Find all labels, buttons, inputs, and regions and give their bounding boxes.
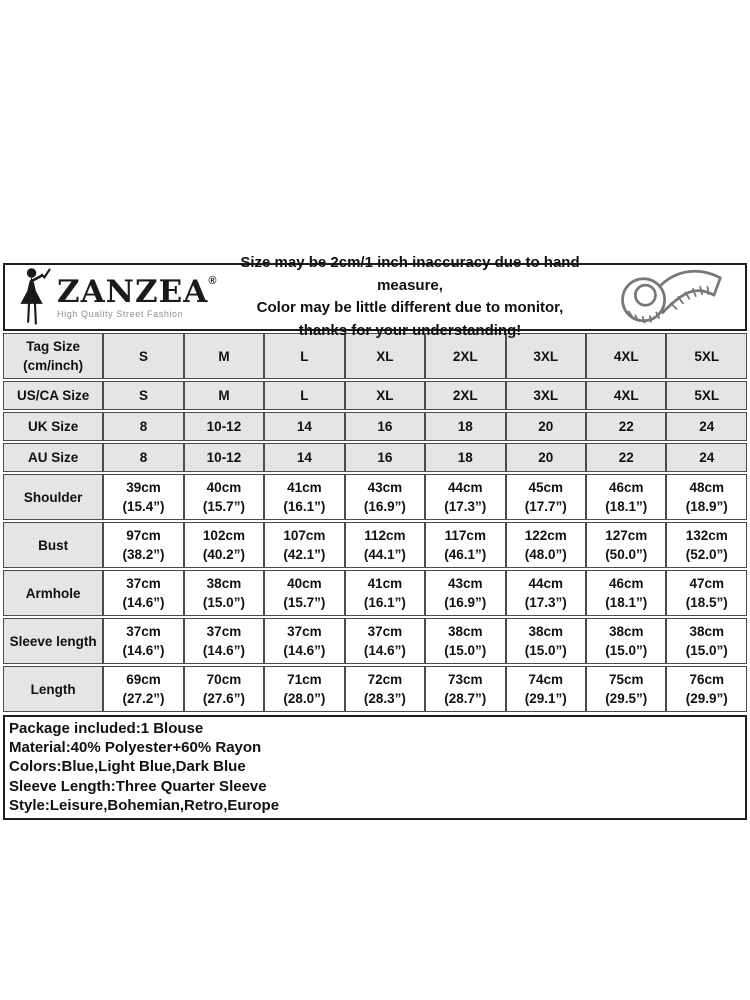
armhole-cell-XL: 41cm (16.1”) xyxy=(345,570,425,616)
product-info xyxy=(3,715,747,820)
length-cell-XL: 72cm (28.3”) xyxy=(345,666,425,712)
length-cell-3XL: 74cm (29.1”) xyxy=(506,666,586,712)
tag-size-cell-2XL: 2XL xyxy=(425,333,505,379)
length-cell-2XL: 73cm (28.7”) xyxy=(425,666,505,712)
note-line-3: thanks for your understanding! xyxy=(298,321,522,339)
usca-size-cell-4XL: 4XL xyxy=(586,381,666,410)
shoulder-cell-2XL: 44cm (17.3”) xyxy=(425,474,505,520)
product-info-line-5: Style:Leisure,Bohemian,Retro,Europe xyxy=(9,796,280,814)
size-chart-table xyxy=(3,331,747,714)
length-cell-M: 70cm (27.6”) xyxy=(184,666,264,712)
shoulder-cell-5XL: 48cm (18.9”) xyxy=(666,474,747,520)
usca-size-cell-2XL: 2XL xyxy=(425,381,505,410)
shoulder-cell-XL: 43cm (16.9”) xyxy=(345,474,425,520)
sleeve-length-cell-M: 37cm (14.6”) xyxy=(184,618,264,664)
note-line-1: Size may be 2cm/1 inch inaccuracy due to hand measure, xyxy=(240,254,580,294)
length-cell-5XL: 76cm (29.9”) xyxy=(666,666,747,712)
au-size-cell-XL: 16 xyxy=(345,443,425,472)
shoulder-cell-S: 39cm (15.4”) xyxy=(103,474,183,520)
usca-size-cell-XL: XL xyxy=(345,381,425,410)
brand-tagline: High Quality Street Fashion xyxy=(57,308,184,319)
sleeve-length-cell-4XL: 38cm (15.0”) xyxy=(586,618,666,664)
registered-mark: ® xyxy=(208,274,218,287)
brand-text xyxy=(57,273,218,319)
product-info-line-1: Package included:1 Blouse xyxy=(9,720,204,737)
usca-size-cell-3XL: 3XL xyxy=(506,381,586,410)
uk-size-cell-L: 14 xyxy=(264,412,344,441)
length-cell-4XL: 75cm (29.5”) xyxy=(586,666,666,712)
bust-cell-4XL: 127cm (50.0”) xyxy=(586,522,666,568)
table-row-shoulder xyxy=(3,474,747,520)
note-line-2: Color may be little different due to monitor, xyxy=(256,299,564,316)
au-size-cell-M: 10-12 xyxy=(184,443,264,472)
au-size-cell-4XL: 22 xyxy=(586,443,666,472)
table-row-armhole xyxy=(3,570,747,616)
tag-size-cell-M: M xyxy=(184,333,264,379)
tag-size-cell-3XL: 3XL xyxy=(506,333,586,379)
au-size-cell-L: 14 xyxy=(264,443,344,472)
size-chart-content xyxy=(3,254,747,820)
tag-size-cell-S: S xyxy=(103,333,183,379)
table-row-uk-size xyxy=(3,412,747,441)
usca-size-cell-L: L xyxy=(264,381,344,410)
armhole-cell-S: 37cm (14.6”) xyxy=(103,570,183,616)
uk-size-cell-M: 10-12 xyxy=(184,412,264,441)
tag-size-cell-4XL: 4XL xyxy=(586,333,666,379)
bust-cell-M: 102cm (40.2”) xyxy=(184,522,264,568)
sleeve-length-cell-5XL: 38cm (15.0”) xyxy=(666,618,747,664)
table-row-usca-size xyxy=(3,381,747,410)
row-label-uk-size: UK Size xyxy=(3,412,103,441)
table-row-length xyxy=(3,666,747,712)
sleeve-length-cell-XL: 37cm (14.6”) xyxy=(345,618,425,664)
length-cell-L: 71cm (28.0”) xyxy=(264,666,344,712)
row-label-tag-size: Tag Size (cm/inch) xyxy=(3,333,103,379)
tag-size-cell-5XL: 5XL xyxy=(666,333,747,379)
product-info-line-4: Sleeve Length:Three Quarter Sleeve xyxy=(9,777,267,795)
uk-size-cell-5XL: 24 xyxy=(666,412,747,441)
armhole-cell-M: 38cm (15.0”) xyxy=(184,570,264,616)
armhole-cell-4XL: 46cm (18.1”) xyxy=(586,570,666,616)
usca-size-cell-M: M xyxy=(184,381,264,410)
au-size-cell-3XL: 20 xyxy=(506,443,586,472)
au-size-cell-S: 8 xyxy=(103,443,183,472)
shoulder-cell-M: 40cm (15.7”) xyxy=(184,474,264,520)
row-label-shoulder: Shoulder xyxy=(3,474,103,520)
header xyxy=(3,254,747,339)
woman-figure-icon xyxy=(15,267,55,327)
uk-size-cell-3XL: 20 xyxy=(506,412,586,441)
usca-size-cell-S: S xyxy=(103,381,183,410)
tape-measure-icon xyxy=(607,265,735,329)
bust-cell-XL: 112cm (44.1”) xyxy=(345,522,425,568)
uk-size-cell-S: 8 xyxy=(103,412,183,441)
row-label-au-size: AU Size xyxy=(3,443,103,472)
row-label-usca-size: US/CA Size xyxy=(3,381,103,410)
brand-name: ZANZEA® xyxy=(57,273,218,310)
tag-size-cell-XL: XL xyxy=(345,333,425,379)
au-size-cell-2XL: 18 xyxy=(425,443,505,472)
armhole-cell-3XL: 44cm (17.3”) xyxy=(506,570,586,616)
bust-cell-S: 97cm (38.2”) xyxy=(103,522,183,568)
measure-note xyxy=(213,252,607,342)
sleeve-length-cell-L: 37cm (14.6”) xyxy=(264,618,344,664)
armhole-cell-5XL: 47cm (18.5”) xyxy=(666,570,747,616)
sleeve-length-cell-2XL: 38cm (15.0”) xyxy=(425,618,505,664)
table-row-au-size xyxy=(3,443,747,472)
bust-cell-2XL: 117cm (46.1”) xyxy=(425,522,505,568)
shoulder-cell-4XL: 46cm (18.1”) xyxy=(586,474,666,520)
row-label-bust: Bust xyxy=(3,522,103,568)
length-cell-S: 69cm (27.2”) xyxy=(103,666,183,712)
sleeve-length-cell-S: 37cm (14.6”) xyxy=(103,618,183,664)
row-label-sleeve-length: Sleeve length xyxy=(3,618,103,664)
brand-logo xyxy=(5,267,218,327)
bust-cell-L: 107cm (42.1”) xyxy=(264,522,344,568)
bust-cell-3XL: 122cm (48.0”) xyxy=(506,522,586,568)
product-info-line-2: Material:40% Polyester+60% Rayon xyxy=(9,739,262,757)
usca-size-cell-5XL: 5XL xyxy=(666,381,747,410)
armhole-cell-2XL: 43cm (16.9”) xyxy=(425,570,505,616)
row-label-length: Length xyxy=(3,666,103,712)
uk-size-cell-4XL: 22 xyxy=(586,412,666,441)
row-label-armhole: Armhole xyxy=(3,570,103,616)
bust-cell-5XL: 132cm (52.0”) xyxy=(666,522,747,568)
shoulder-cell-L: 41cm (16.1”) xyxy=(264,474,344,520)
shoulder-cell-3XL: 45cm (17.7”) xyxy=(506,474,586,520)
armhole-cell-L: 40cm (15.7”) xyxy=(264,570,344,616)
table-row-bust xyxy=(3,522,747,568)
product-info-line-3: Colors:Blue,Light Blue,Dark Blue xyxy=(9,758,246,776)
au-size-cell-5XL: 24 xyxy=(666,443,747,472)
sleeve-length-cell-3XL: 38cm (15.0”) xyxy=(506,618,586,664)
tag-size-cell-L: L xyxy=(264,333,344,379)
table-row-sleeve-length xyxy=(3,618,747,664)
uk-size-cell-XL: 16 xyxy=(345,412,425,441)
uk-size-cell-2XL: 18 xyxy=(425,412,505,441)
